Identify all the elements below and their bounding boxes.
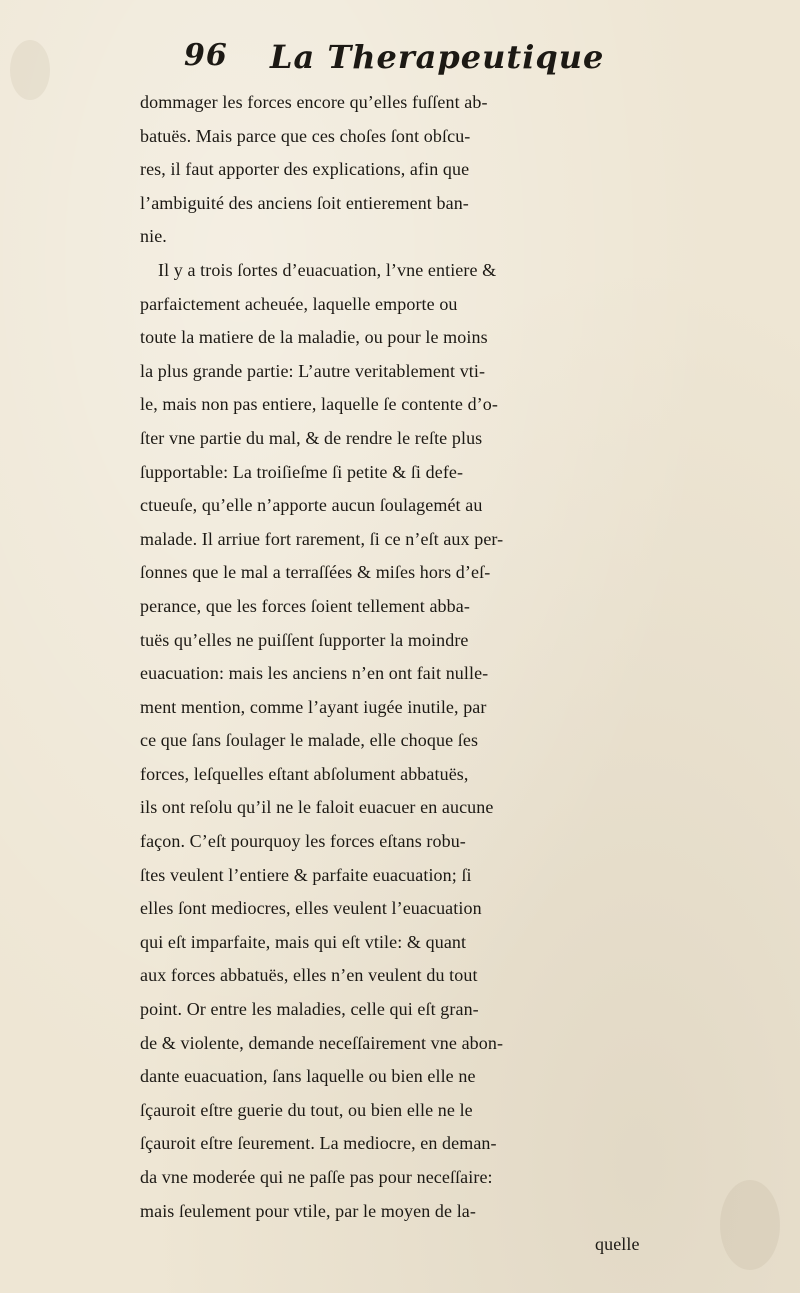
catchword: quelle xyxy=(595,1234,640,1255)
text-line: forces, leſquelles eſtant abſolument abbatuës, xyxy=(140,763,469,784)
text-line: ctueuſe, qu’elle n’apporte aucun ſoulagemét au xyxy=(140,495,483,516)
text-line: mais ſeulement pour vtile, par le moyen de la- xyxy=(140,1200,476,1221)
text-line: aux forces abbatuës, elles n’en veulent du tout xyxy=(140,965,478,986)
text-line: batuës. Mais parce que ces choſes ſont obſcu- xyxy=(140,125,471,146)
text-line: façon. C’eſt pourquoy les forces eſtans robu- xyxy=(140,831,466,852)
text-line: ils ont reſolu qu’il ne le faloit euacuer en aucune xyxy=(140,797,494,818)
text-line: euacuation: mais les anciens n’en ont fait nulle- xyxy=(140,663,489,684)
page-number: 96 xyxy=(184,38,228,73)
text-line: ſter vne partie du mal, & de rendre le reſte plus xyxy=(140,427,483,448)
text-line: l’ambiguité des anciens ſoit entierement ban- xyxy=(140,192,469,213)
running-title: La Therapeutique xyxy=(270,38,605,76)
text-line: ſçauroit eſtre guerie du tout, ou bien elle ne le xyxy=(140,1099,473,1120)
page-header xyxy=(0,38,800,82)
text-line: ſupportable: La troiſieſme ſi petite & ſi defe- xyxy=(140,461,464,482)
body-text xyxy=(140,86,800,1262)
text-line: tuës qu’elles ne puiſſent ſupporter la moindre xyxy=(140,629,469,650)
text-line: Il y a trois ſortes d’euacuation, l’vne entiere & xyxy=(158,259,497,280)
text-line: dommager les forces encore qu’elles fuſſent ab- xyxy=(140,92,488,112)
text-line: parfaictement acheuée, laquelle emporte ou xyxy=(140,293,458,314)
text-line: malade. Il arriue fort rarement, ſi ce n’eſt aux per- xyxy=(140,528,504,549)
text-line: da vne moderée qui ne paſſe pas pour neceſſaire: xyxy=(140,1167,493,1187)
text-line: la plus grande partie: L’autre veritablement vti- xyxy=(140,360,486,381)
text-line: de & violente, demande neceſſairement vne abon- xyxy=(140,1032,504,1053)
text-line: nie. xyxy=(140,226,167,247)
text-line: ment mention, comme l’ayant iugée inutile, par xyxy=(140,696,487,717)
text-line: elles ſont mediocres, elles veulent l’euacuation xyxy=(140,898,482,919)
text-line: ſçauroit eſtre ſeurement. La mediocre, en deman- xyxy=(140,1133,497,1154)
text-line: qui eſt imparfaite, mais qui eſt vtile: & quant xyxy=(140,931,467,952)
text-line: point. Or entre les maladies, celle qui eſt gran- xyxy=(140,999,479,1020)
text-line: dante euacuation, ſans laquelle ou bien elle ne xyxy=(140,1066,476,1087)
text-line: ſonnes que le mal a terraſſées & miſes hors d’eſ- xyxy=(140,562,491,583)
text-line: ſtes veulent l’entiere & parfaite euacuation; ſi xyxy=(140,864,472,885)
text-line: le, mais non pas entiere, laquelle ſe contente d’o- xyxy=(140,394,498,415)
text-line: perance, que les forces ſoient tellement abba- xyxy=(140,595,470,616)
text-line: ce que ſans ſoulager le malade, elle choque ſes xyxy=(140,730,479,751)
text-line: res, il faut apporter des explications, afin que xyxy=(140,159,470,180)
text-line: toute la matiere de la maladie, ou pour le moins xyxy=(140,327,488,348)
